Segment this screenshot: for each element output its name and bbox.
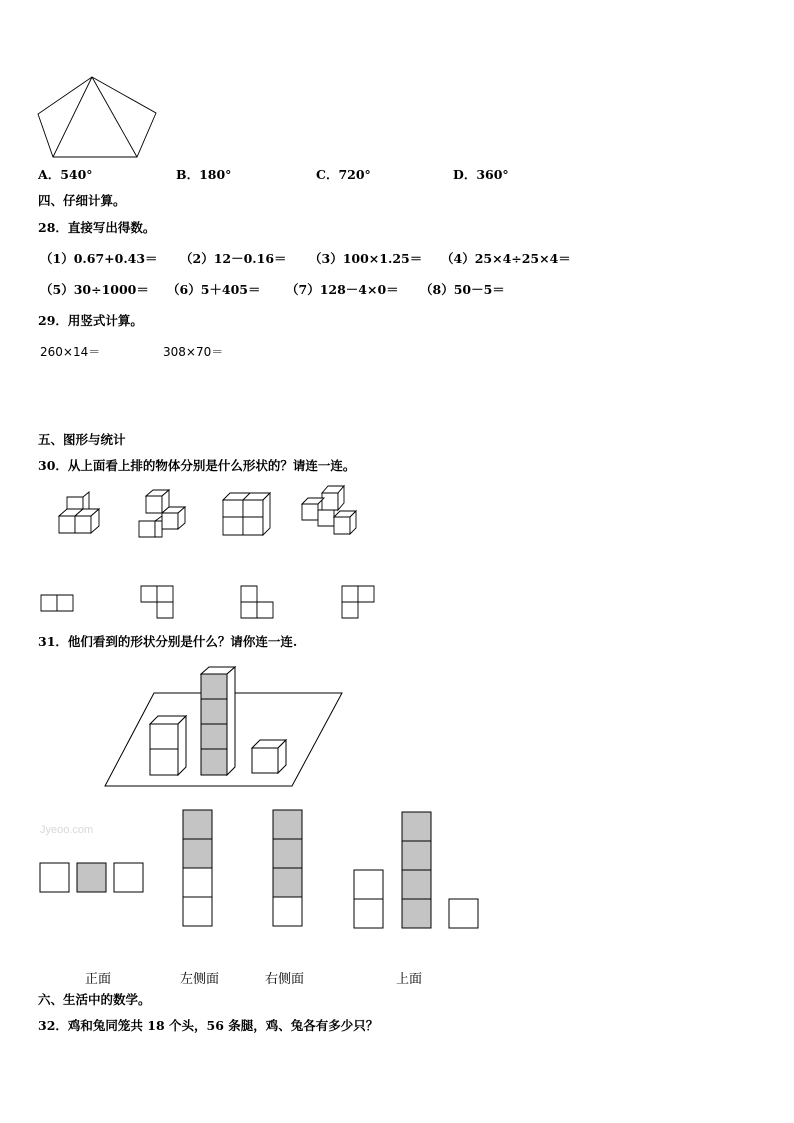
pentagon-figure <box>36 76 160 160</box>
option-a: A．540° <box>38 167 93 182</box>
section-6-heading: 六、生活中的数学。 <box>38 992 151 1007</box>
q31-view-left <box>182 809 214 928</box>
q28-item-8: （8）50－5＝ <box>420 282 505 297</box>
q28-item-7: （7）128－4×0＝ <box>286 282 399 297</box>
q28-item-5: （5）30÷1000＝ <box>40 282 149 297</box>
label-top: 上面 <box>396 972 423 987</box>
section-4-heading: 四、仔细计算。 <box>38 193 126 208</box>
label-right-side: 右侧面 <box>265 972 305 987</box>
q31-view-front <box>39 862 145 894</box>
q28-title: 28．直接写出得数。 <box>38 220 156 235</box>
option-b: B．180° <box>176 167 232 182</box>
q29-item-1: 260×14＝ <box>40 345 101 359</box>
option-c: C．720° <box>316 167 371 182</box>
q30-view-1 <box>40 594 76 612</box>
q31-view-top <box>353 811 481 930</box>
q29-item-2: 308×70＝ <box>163 345 224 359</box>
q28-item-2: （2）12－0.16＝ <box>180 251 287 266</box>
q31-scene <box>104 666 344 788</box>
q30-object-2 <box>137 488 189 538</box>
q31-view-right <box>272 809 304 928</box>
q30-object-4 <box>300 484 354 536</box>
q28-item-3: （3）100×1.25＝ <box>309 251 423 266</box>
q30-view-3 <box>240 585 276 621</box>
q28-item-6: （6）5＋405＝ <box>167 282 261 297</box>
q30-object-1 <box>58 496 104 534</box>
label-front: 正面 <box>85 972 112 987</box>
q32-title: 32．鸡和兔同笼共 18 个头，56 条腿，鸡、兔各有多少只？ <box>38 1018 379 1033</box>
option-d: D．360° <box>453 167 509 182</box>
q28-item-4: （4）25×4÷25×4＝ <box>441 251 571 266</box>
q30-object-3 <box>221 491 269 537</box>
label-left-side: 左侧面 <box>180 972 220 987</box>
q30-view-4 <box>341 585 377 621</box>
watermark: Jyeoo.com <box>40 824 94 836</box>
q31-title: 31．他们看到的形状分别是什么？请你连一连. <box>38 634 298 649</box>
q28-item-1: （1）0.67+0.43＝ <box>40 251 158 266</box>
q29-title: 29．用竖式计算。 <box>38 313 143 328</box>
q30-title: 30．从上面看上排的物体分别是什么形状的？请连一连。 <box>38 458 356 473</box>
q30-view-2 <box>140 585 176 621</box>
section-5-heading: 五、图形与统计 <box>38 432 126 447</box>
